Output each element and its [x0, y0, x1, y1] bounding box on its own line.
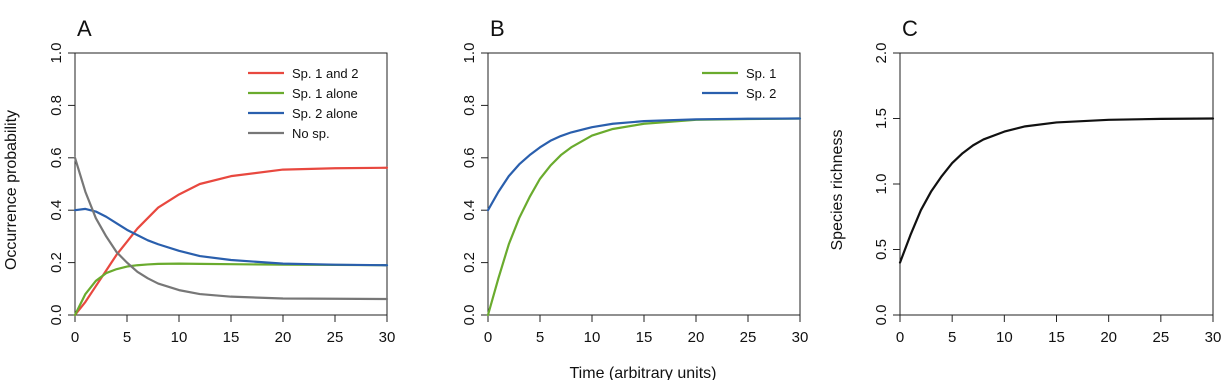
chart-panel-b [461, 16, 808, 346]
y-tick-label: 0.0 [461, 304, 478, 326]
legend-label: Sp. 1 alone [292, 86, 358, 101]
x-tick-label: 30 [791, 329, 809, 346]
legend [248, 66, 359, 141]
legend-label: Sp. 1 and 2 [292, 66, 359, 81]
y-tick-label: 0.6 [461, 147, 478, 169]
x-tick-label: 15 [635, 329, 653, 346]
x-tick-label: 25 [739, 329, 757, 346]
x-tick-label: 15 [1048, 329, 1065, 346]
chart-panel-a [3, 16, 395, 346]
plot-frame [900, 53, 1213, 315]
y-tick-label: 0.6 [48, 147, 65, 169]
y-tick-label: 0.0 [873, 304, 890, 326]
panel-label: B [490, 16, 505, 41]
y-tick-label: 1.5 [873, 108, 890, 129]
x-tick-label: 5 [947, 329, 957, 346]
series-line-sp-1-alone [75, 264, 387, 315]
panel-label: C [902, 16, 918, 41]
y-tick-label: 0.5 [873, 239, 890, 260]
x-tick-label: 0 [895, 329, 905, 346]
y-tick-label: 1.0 [48, 42, 65, 64]
x-tick-label: 25 [326, 329, 344, 346]
x-tick-label: 20 [274, 329, 292, 346]
x-tick-label: 5 [535, 329, 545, 346]
panel-label: A [77, 16, 92, 41]
x-tick-label: 10 [995, 329, 1013, 346]
y-tick-label: 0.8 [461, 94, 478, 116]
x-tick-label: 25 [1152, 329, 1170, 346]
x-tick-label: 15 [222, 329, 240, 346]
legend-label: No sp. [292, 126, 330, 141]
y-tick-label: 0.4 [48, 199, 65, 221]
series-line-richness [900, 119, 1213, 263]
y-tick-label: 0.2 [48, 252, 65, 274]
y-tick-label: 1.0 [873, 173, 890, 195]
y-tick-label: 1.0 [461, 42, 478, 64]
y-tick-label: 0.0 [48, 304, 65, 326]
y-axis-title: Occurrence probability [3, 109, 20, 271]
x-tick-label: 20 [1100, 329, 1118, 346]
x-tick-label: 20 [687, 329, 705, 346]
series-line-sp-2 [488, 119, 800, 211]
x-tick-label: 30 [378, 329, 396, 346]
x-tick-label: 30 [1204, 329, 1222, 346]
series-line-sp-1-and-2 [75, 168, 387, 315]
x-tick-label: 0 [70, 329, 80, 346]
y-tick-label: 0.8 [48, 94, 65, 116]
y-axis-title: Species richness [829, 129, 846, 251]
series-line-sp-1 [488, 119, 800, 316]
x-tick-label: 10 [583, 329, 601, 346]
shared-x-axis-title: Time (arbitrary units) [569, 365, 717, 380]
legend-label: Sp. 1 [746, 66, 777, 81]
legend [702, 66, 776, 101]
x-tick-label: 0 [483, 329, 493, 346]
y-tick-label: 0.2 [461, 252, 478, 274]
y-tick-label: 2.0 [873, 42, 890, 64]
series-line-no-sp [75, 158, 387, 299]
legend-label: Sp. 2 alone [292, 106, 358, 121]
x-tick-label: 10 [170, 329, 188, 346]
legend-label: Sp. 2 [746, 86, 777, 101]
chart-panel-c [829, 16, 1221, 346]
y-tick-label: 0.4 [461, 199, 478, 221]
x-tick-label: 5 [122, 329, 132, 346]
